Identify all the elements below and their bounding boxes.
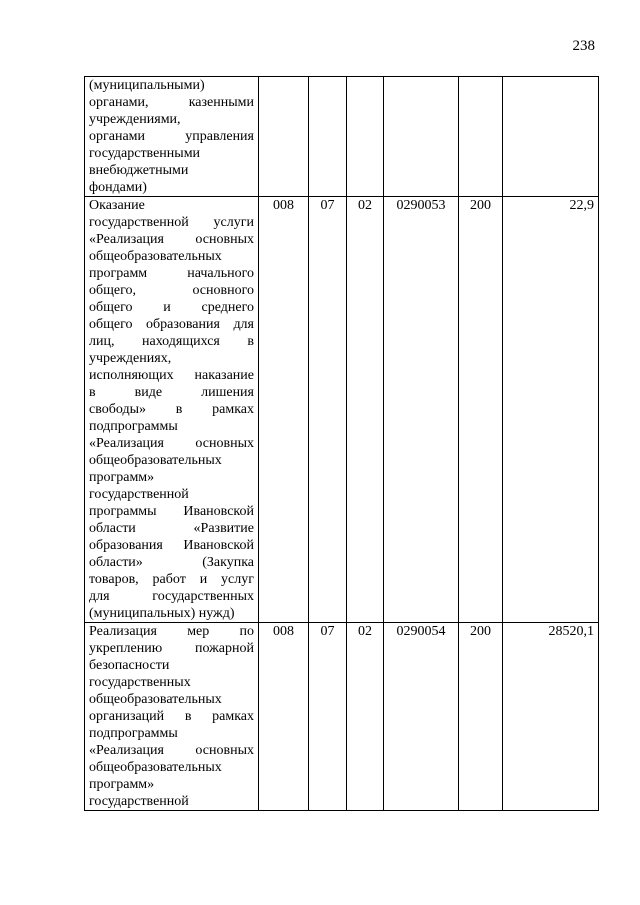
amount-cell: 28520,1 bbox=[503, 623, 599, 811]
description-line: для государственных bbox=[89, 589, 254, 604]
description-line: подпрограммы bbox=[89, 726, 178, 741]
section-code-cell: 07 bbox=[309, 197, 347, 623]
description-line: «Реализация основных bbox=[89, 232, 254, 247]
section-code-cell: 07 bbox=[309, 623, 347, 811]
description-line: органами, казенными bbox=[89, 95, 254, 110]
expense-type-cell: 200 bbox=[459, 623, 503, 811]
budget-table-body bbox=[85, 77, 599, 811]
description-line: общего, основного bbox=[89, 283, 254, 298]
row-description bbox=[85, 623, 259, 811]
description-line: «Реализация основных bbox=[89, 436, 254, 451]
description-line: государственными bbox=[89, 146, 201, 161]
section-code-cell bbox=[309, 77, 347, 197]
description-line: области» (Закупка bbox=[89, 555, 254, 570]
table-row bbox=[85, 77, 599, 197]
description-line: области «Развитие bbox=[89, 521, 254, 536]
description-line: государственной bbox=[89, 794, 189, 809]
subsection-code-cell: 02 bbox=[347, 623, 384, 811]
description-line: государственной bbox=[89, 487, 189, 502]
description-line: лиц, находящихся в bbox=[89, 334, 254, 349]
description-line: программ» bbox=[89, 777, 155, 792]
grbs-code-cell bbox=[259, 77, 309, 197]
table-row bbox=[85, 197, 599, 623]
page-number: 238 bbox=[572, 38, 595, 54]
target-article-cell bbox=[384, 77, 459, 197]
grbs-code-cell: 008 bbox=[259, 197, 309, 623]
description-line: программ начального bbox=[89, 266, 254, 281]
description-line: исполняющих наказание bbox=[89, 368, 254, 383]
description-line: (муниципальными) bbox=[89, 78, 205, 93]
description-line: программы Ивановской bbox=[89, 504, 254, 519]
description-line: «Реализация основных bbox=[89, 743, 254, 758]
description-line: государственных bbox=[89, 675, 191, 690]
grbs-code-cell: 008 bbox=[259, 623, 309, 811]
description-line: общеобразовательных bbox=[89, 453, 222, 468]
description-line: в виде лишения bbox=[89, 385, 254, 400]
target-article-cell: 0290054 bbox=[384, 623, 459, 811]
row-description bbox=[85, 197, 259, 623]
description-line: государственной услуги bbox=[89, 215, 254, 230]
amount-cell: 22,9 bbox=[503, 197, 599, 623]
expense-type-cell: 200 bbox=[459, 197, 503, 623]
description-line: Оказание bbox=[89, 198, 145, 213]
amount-cell bbox=[503, 77, 599, 197]
description-line: укреплению пожарной bbox=[89, 641, 254, 656]
description-line: (муниципальных) нужд) bbox=[89, 606, 235, 621]
description-line: программ» bbox=[89, 470, 155, 485]
subsection-code-cell: 02 bbox=[347, 197, 384, 623]
description-line: фондами) bbox=[89, 180, 147, 195]
description-line: общего образования для bbox=[89, 317, 254, 332]
description-line: Реализация мер по bbox=[89, 624, 254, 639]
description-line: учреждениями, bbox=[89, 112, 181, 127]
description-line: свободы» в рамках bbox=[89, 402, 254, 417]
target-article-cell: 0290053 bbox=[384, 197, 459, 623]
description-line: безопасности bbox=[89, 658, 170, 673]
budget-table bbox=[84, 76, 599, 811]
description-line: организаций в рамках bbox=[89, 709, 254, 724]
description-line: внебюджетными bbox=[89, 163, 189, 178]
table-row bbox=[85, 623, 599, 811]
row-description bbox=[85, 77, 259, 197]
description-line: общеобразовательных bbox=[89, 249, 222, 264]
description-line: учреждениях, bbox=[89, 351, 172, 366]
subsection-code-cell bbox=[347, 77, 384, 197]
description-line: общеобразовательных bbox=[89, 760, 222, 775]
description-line: товаров, работ и услуг bbox=[89, 572, 254, 587]
description-line: образования Ивановской bbox=[89, 538, 254, 553]
expense-type-cell bbox=[459, 77, 503, 197]
description-line: подпрограммы bbox=[89, 419, 178, 434]
description-line: общеобразовательных bbox=[89, 692, 222, 707]
description-line: органами управления bbox=[89, 129, 254, 144]
description-line: общего и среднего bbox=[89, 300, 254, 315]
